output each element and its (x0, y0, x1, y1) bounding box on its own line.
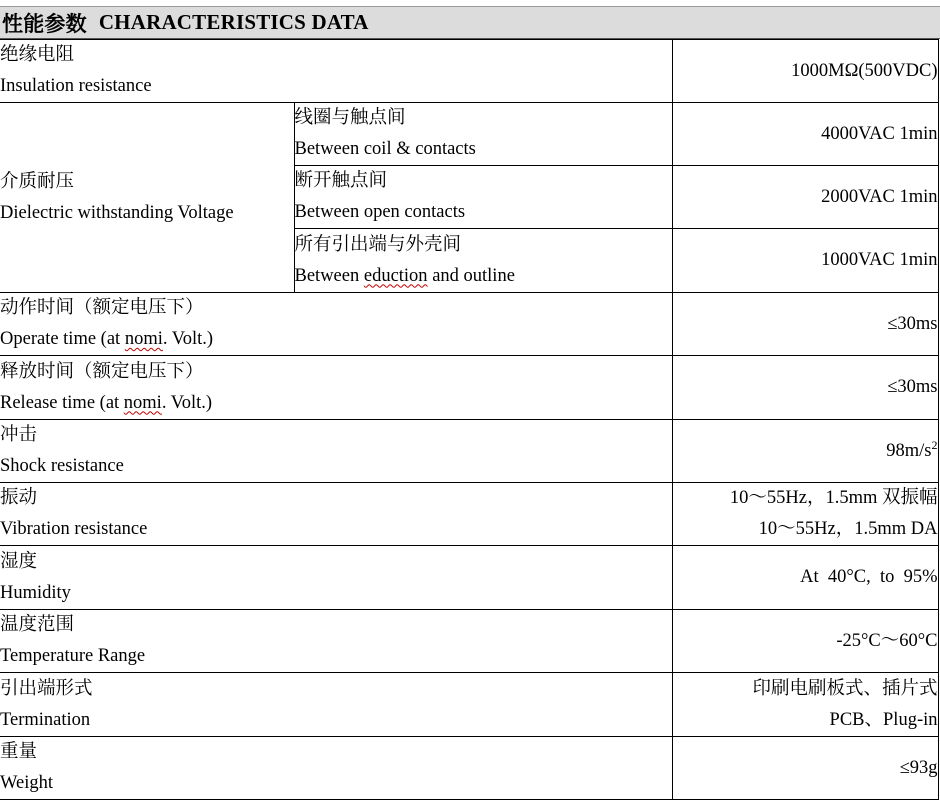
humidity-label-zh: 湿度 (0, 551, 38, 572)
header-title-zh: 性能参数 (2, 11, 87, 36)
dielectric-label-en: Dielectric withstanding Voltage (0, 202, 234, 223)
row-release-time (0, 356, 938, 420)
weight-value: ≤93g (672, 737, 938, 800)
dielectric-sub-label-outline (294, 229, 672, 293)
row-temperature (0, 610, 938, 673)
operate-time-value: ≤30ms (672, 293, 938, 356)
release-time-label-zh: 释放时间（额定电压下） (0, 361, 204, 382)
temperature-value: -25°C～60°C (672, 610, 938, 673)
vibration-label (0, 483, 672, 546)
dielectric-value-open: 2000VAC 1min (672, 166, 938, 229)
humidity-label (0, 546, 672, 610)
insulation-label-en: Insulation resistance (0, 76, 152, 96)
row-humidity (0, 546, 938, 610)
vibration-value (672, 483, 938, 546)
dielectric-sub-en: Between eduction and outline (294, 265, 515, 286)
row-weight (0, 737, 938, 800)
weight-label-zh: 重量 (0, 742, 38, 762)
spellcheck-underline: eduction (363, 265, 428, 286)
termination-label-zh: 引出端形式 (0, 678, 93, 699)
release-time-label-en: Release time (at nomi. Volt.) (0, 392, 213, 413)
dielectric-value-coil: 4000VAC 1min (672, 103, 938, 166)
operate-time-label-en: Operate time (at nomi. Volt.) (0, 329, 214, 349)
dielectric-label-zh: 介质耐压 (0, 171, 75, 192)
release-time-value: ≤30ms (672, 356, 938, 420)
dielectric-value-outline: 1000VAC 1min (672, 229, 938, 293)
operate-time-label-zh: 动作时间（额定电压下） (0, 298, 204, 318)
termination-value (672, 673, 938, 737)
weight-label (0, 737, 672, 800)
termination-label (0, 673, 672, 737)
dielectric-sub-zh: 断开触点间 (294, 171, 388, 191)
temperature-label-zh: 温度范围 (0, 615, 75, 635)
shock-value: $98m/s^2$ (672, 420, 938, 483)
shock-value-exponent: 2 (931, 437, 938, 452)
vibration-value-en: 10～55Hz，1.5mm DA (758, 519, 938, 539)
spellcheck-underline: nomi (124, 329, 163, 349)
section-header (0, 6, 940, 39)
shock-label (0, 420, 672, 483)
dielectric-sub-zh: 线圈与触点间 (294, 108, 406, 128)
dielectric-sub-en: Between open contacts (294, 202, 466, 222)
shock-label-zh: 冲击 (0, 425, 38, 445)
dielectric-sub-zh: 所有引出端与外壳间 (294, 234, 462, 255)
row-shock (0, 420, 938, 483)
spellcheck-underline: nomi (123, 392, 162, 413)
insulation-label (0, 40, 672, 103)
termination-label-en: Termination (0, 709, 91, 730)
dielectric-label (0, 103, 294, 293)
header-title-en: CHARACTERISTICS DATA (98, 10, 369, 34)
row-operate-time (0, 293, 938, 356)
release-time-label (0, 356, 672, 420)
termination-value-en: PCB、Plug-in (829, 709, 938, 730)
shock-label-en: Shock resistance (0, 456, 124, 476)
humidity-label-en: Humidity (0, 582, 71, 603)
row-vibration (0, 483, 938, 546)
row-insulation (0, 40, 938, 103)
characteristics-table (0, 39, 939, 800)
row-termination (0, 673, 938, 737)
vibration-label-en: Vibration resistance (0, 519, 148, 539)
insulation-value: 1000MΩ(500VDC) (672, 40, 938, 103)
weight-label-en: Weight (0, 773, 53, 793)
temperature-label-en: Temperature Range (0, 646, 146, 666)
row-dielectric-coil (0, 103, 938, 166)
vibration-label-zh: 振动 (0, 488, 38, 508)
insulation-label-zh: 绝缘电阻 (0, 45, 75, 65)
dielectric-sub-en: Between coil & contacts (294, 139, 476, 159)
operate-time-label (0, 293, 672, 356)
humidity-value: At 40°C, to 95% (672, 546, 938, 610)
dielectric-sub-label-coil (294, 103, 672, 166)
termination-value-zh: 印刷电刷板式、插片式 (752, 678, 938, 699)
vibration-value-zh: 10～55Hz，1.5mm 双振幅 (729, 488, 938, 508)
temperature-label (0, 610, 672, 673)
dielectric-sub-label-open (294, 166, 672, 229)
